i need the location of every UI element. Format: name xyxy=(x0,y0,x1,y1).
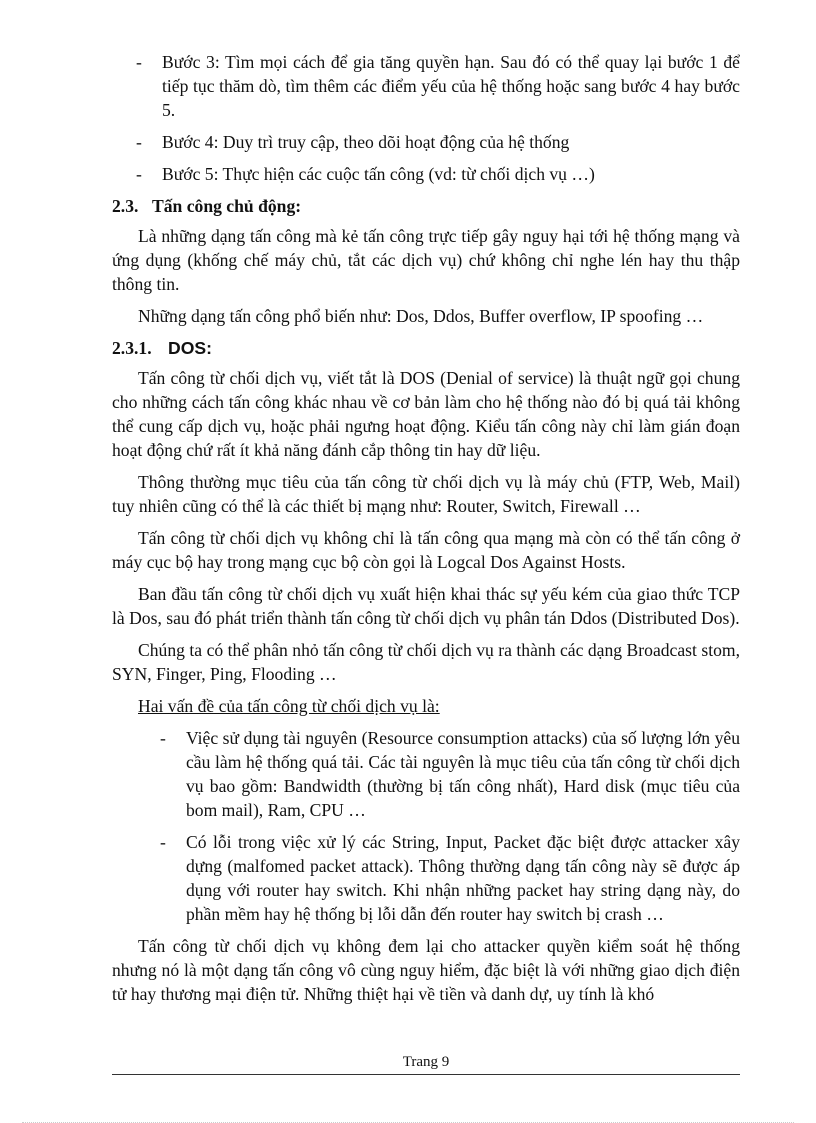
section-title: Tấn công chủ động: xyxy=(152,196,302,216)
section-title: DOS: xyxy=(168,338,212,358)
bullet-step-4 xyxy=(112,130,740,154)
bullet-dash: - xyxy=(136,132,142,152)
bullet-step-5 xyxy=(112,162,740,186)
section-heading-2-3 xyxy=(112,194,740,218)
issues-label: Hai vấn đề của tấn công từ chối dịch vụ là: xyxy=(138,696,440,716)
paragraph: Tấn công từ chối dịch vụ không chỉ là tấn công qua mạng mà còn có thể tấn công ở máy cục bộ hay trong mạng cục bộ còn gọi là Logcal Dos Against Hosts. xyxy=(112,528,740,572)
bullet-text: Việc sử dụng tài nguyên (Resource consumption attacks) của số lượng lớn yêu cầu làm hệ thống quá tải. Các tài nguyên là mục tiêu của tấn công từ chối dịch vụ bao gồm: Bandwidth (thường bị tấn công nhất), Hard disk (mục tiêu của bom mail), Ram, CPU … xyxy=(186,728,740,820)
paragraph: Tấn công từ chối dịch vụ không đem lại cho attacker quyền kiểm soát hệ thống nhưng nó là một dạng tấn công vô cùng nguy hiểm, đặc biệt là với những giao dịch điện tử hay thương mại điện tử. Những thiệt hại về tiền và danh dự, uy tính là khó xyxy=(112,936,740,1004)
bullet-text: Có lỗi trong việc xử lý các String, Input, Packet đặc biệt được attacker xây dựng (malfomed packet attack). Thông thường dạng tấn công này sẽ được áp dụng với router hay switch. Khi nhận những packet hay string dạng này, do phần mềm hay hệ thống bị lỗi dẫn đến router hay switch bị crash … xyxy=(186,832,740,924)
bullet-dash: - xyxy=(160,832,166,852)
bullet-step-3 xyxy=(112,50,740,122)
document-page xyxy=(112,50,740,1014)
bullet-dash: - xyxy=(136,52,142,72)
paragraph: Tấn công từ chối dịch vụ, viết tắt là DOS (Denial of service) là thuật ngữ gọi chung cho những cách tấn công khác nhau về cơ bản làm cho hệ thống nào đó bị quá tải không thể cung cấp dịch vụ, hoặc phải ngưng hoạt động. Kiểu tấn công này chỉ làm gián đoạn hoạt động chứ rất ít khả năng đánh cắp thông tin hay dữ liệu. xyxy=(112,368,740,460)
paragraph: Những dạng tấn công phổ biến như: Dos, Ddos, Buffer overflow, IP spoofing … xyxy=(138,306,704,326)
footer-divider xyxy=(112,1074,740,1075)
section-number: 2.3. xyxy=(112,196,139,216)
paragraph: Chúng ta có thể phân nhỏ tấn công từ chối dịch vụ ra thành các dạng Broadcast stom, SYN, Finger, Ping, Flooding … xyxy=(112,640,740,684)
bullet-text: Bước 5: Thực hiện các cuộc tấn công (vd: từ chối dịch vụ …) xyxy=(162,164,595,184)
paragraph: Thông thường mục tiêu của tấn công từ chối dịch vụ là máy chủ (FTP, Web, Mail) tuy nhiên cũng có thể là các thiết bị mạng như: Router, Switch, Firewall … xyxy=(112,472,740,516)
bullet-dash: - xyxy=(160,728,166,748)
bullet-text: Bước 3: Tìm mọi cách để gia tăng quyền hạn. Sau đó có thể quay lại bước 1 để tiếp tục thăm dò, tìm thêm các điểm yếu của hệ thống hoặc sang bước 4 hay bước 5. xyxy=(162,52,740,120)
issue-item xyxy=(112,726,740,822)
issue-item xyxy=(112,830,740,926)
bullet-dash: - xyxy=(136,164,142,184)
section-heading-2-3-1 xyxy=(112,336,740,360)
paragraph: Là những dạng tấn công mà kẻ tấn công trực tiếp gây nguy hại tới hệ thống mạng và ứng dụng (khống chế máy chủ, tắt các dịch vụ) chứ không chỉ nghe lén hay thu thập thông tin. xyxy=(112,226,740,294)
page-footer: Trang 9 xyxy=(402,1054,450,1070)
bullet-text: Bước 4: Duy trì truy cập, theo dõi hoạt động của hệ thống xyxy=(162,132,570,152)
section-number: 2.3.1. xyxy=(112,338,152,358)
paragraph: Ban đầu tấn công từ chối dịch vụ xuất hiện khai thác sự yếu kém của giao thức TCP là Dos, sau đó phát triển thành tấn công từ chối dịch vụ phân tán Ddos (Distributed Dos). xyxy=(112,584,740,628)
